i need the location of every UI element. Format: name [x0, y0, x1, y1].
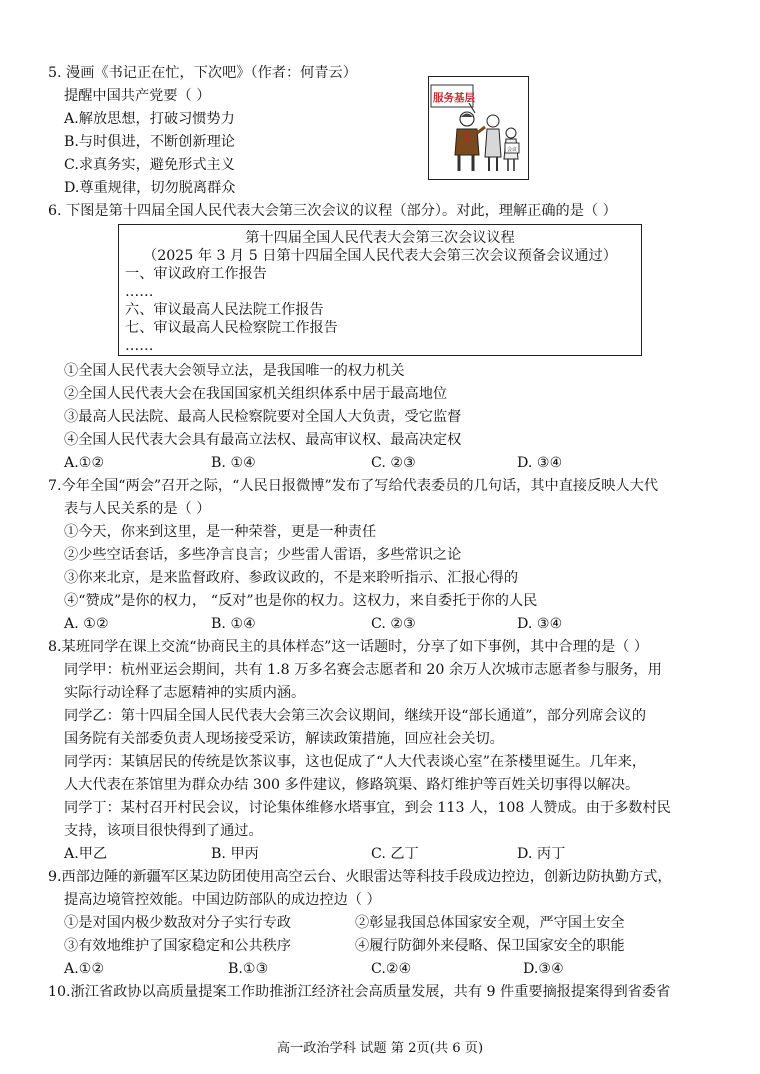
agenda-subtitle: （2025 年 3 月 5 日第十四届全国人民代表大会第三次会议预备会议通过）	[143, 248, 617, 264]
q8-option-a: A.甲乙	[64, 846, 108, 862]
q8-option-c: C. 乙丁	[371, 846, 419, 862]
q7-stem-line-1: 7.今年全国“两会”召开之际，“人民日报微博”发布了写给代表委员的几句话，其中直接反映人大代	[48, 478, 659, 494]
q9-option-a: A.①②	[64, 961, 105, 977]
q8-student-c-line-1: 同学丙：某镇居民的传统是饮茶议事，这也促成了“人大代表谈心室”在茶楼里诞生。几年来，	[64, 754, 647, 770]
q7-statement-3: ③你来北京，是来监督政府、参政议政的，不是来聆听指示、汇报心得的	[64, 570, 519, 586]
q7-option-a: A. ①②	[64, 616, 109, 632]
q7-statement-4: ④“赞成”是你的权力， “反对”也是你的权力。这权力，来自委托于你的人民	[64, 593, 538, 609]
q9-option-b: B.①③	[228, 961, 269, 977]
q8-option-b: B. 甲丙	[211, 846, 259, 862]
q7-options	[0, 614, 760, 634]
q6-option-d: D. ③④	[517, 455, 563, 471]
q5-stem: 5. 漫画《书记正在忙，下次吧》（作者：何青云）	[48, 65, 357, 81]
q9-statement-4: ④履行防御外来侵略、保卫国家安全的职能	[355, 938, 625, 954]
cartoon-folder-text: 会议	[507, 147, 518, 153]
q8-student-c-line-2: 人大代表在茶馆里为群众办结 300 多件建议，修路筑渠、路灯维护等百姓关切事得以解决。	[64, 777, 640, 793]
q8-student-d-line-1: 同学丁：某村召开村民会议，讨论集体维修水塔事宜，到会 113 人，108 人赞成。由于多数村民	[64, 800, 671, 816]
q6-option-b: B. ①④	[211, 455, 256, 471]
q6-statement-2: ②全国人民代表大会在我国国家机关组织体系中居于最高地位	[64, 386, 448, 402]
q8-option-d: D. 丙丁	[517, 846, 566, 862]
q9-statement-1: ①是对国内极少数敌对分子实行专政	[64, 915, 292, 931]
agenda-item-6: 六、审议最高人民法院工作报告	[125, 302, 324, 318]
q8-student-a-line-2: 实际行动诠释了志愿精神的实质内涵。	[64, 685, 306, 701]
q5-option-b: B.与时俱进，不断创新理论	[64, 134, 235, 150]
q6-statement-3: ③最高人民法院、最高人民检察院要对全国人大负责，受它监督	[64, 409, 462, 425]
q8-student-b-line-2: 国务院有关部委负责人现场接受采访，解读政策措施，回应社会关切。	[64, 731, 504, 747]
agenda-item-1: 一、审议政府工作报告	[125, 266, 267, 282]
q9-stem-line-1: 9.西部边陲的新疆军区某边防团使用高空云台、火眼雷达等科技手段成边控边，创新边防执勤方式，	[48, 869, 672, 885]
q7-option-d: D. ③④	[517, 616, 563, 632]
cartoon-sign-text: 服务基层	[433, 92, 475, 104]
q6-stem: 6. 下图是第十四届全国人民代表大会第三次会议的议程（部分）。对此，理解正确的是（ ）	[48, 203, 617, 219]
q10-stem-line-1: 10.浙江省政协以高质量提案工作助推浙江经济社会高质量发展，共有 9 件重要摘报提案得到省委省	[48, 984, 671, 1000]
q7-option-c: C. ②③	[371, 616, 416, 632]
q8-stem: 8.某班同学在课上交流“协商民主的具体样态”这一话题时，分享了如下事例，其中合理的是（ ）	[48, 639, 649, 655]
q7-option-b: B. ①④	[211, 616, 256, 632]
q5-option-a: A.解放思想，打破习惯势力	[64, 111, 235, 127]
q7-statement-2: ②少些空话套话，多些净言良言；少些雷人雷语，多些常识之论	[64, 547, 462, 563]
q9-option-d: D.③④	[523, 961, 564, 977]
q5-option-c: C.求真务实，避免形式主义	[64, 157, 235, 173]
page-footer: 高一政治学科 试题 第 2页(共 6 页)	[276, 1041, 484, 1056]
q6-options	[0, 453, 760, 473]
q7-statement-1: ①今天，你来到这里，是一种荣誉，更是一种责任	[64, 524, 377, 540]
q7-stem-line-2: 表与人民关系的是（ ）	[64, 501, 211, 517]
agenda-item-7: 七、审议最高人民检察院工作报告	[125, 320, 338, 336]
q9-options	[0, 959, 760, 979]
q5-option-d: D.尊重规律，切勿脱离群众	[64, 180, 236, 196]
q9-statement-3: ③有效地维护了国家稳定和公共秩序	[64, 938, 292, 954]
q9-option-c: C.②④	[371, 961, 412, 977]
q8-student-a-line-1: 同学甲：杭州亚运会期间，共有 1.8 万多名赛会志愿者和 20 余万人次城市志愿者参与服务，用	[64, 662, 662, 678]
q9-statement-2: ②彰显我国总体国家安全观，严守国土安全	[355, 915, 625, 931]
q8-student-b-line-1: 同学乙：第十四届全国人民代表大会第三次会议期间，继续开设“部长通道”，部分列席会议的	[64, 708, 647, 724]
agenda-title: 第十四届全国人民代表大会第三次会议议程	[245, 230, 515, 246]
q8-student-d-line-2: 支持，该项目很快得到了通过。	[64, 823, 263, 839]
q5-prompt: 提醒中国共产党要（ ）	[64, 88, 211, 104]
cartoon-illustration-icon	[428, 76, 529, 180]
agenda-box	[118, 224, 642, 356]
q9-stem-line-2: 提高边境管控效能。中国边防部队的成边控边（ ）	[64, 892, 381, 908]
agenda-ellipsis-1: ……	[125, 284, 154, 300]
agenda-ellipsis-2: ……	[125, 338, 154, 354]
q6-option-c: C. ②③	[371, 455, 416, 471]
q6-option-a: A.①②	[64, 455, 105, 471]
q8-options	[0, 844, 760, 864]
q6-statement-4: ④全国人民代表大会具有最高立法权、最高审议权、最高决定权	[64, 432, 462, 448]
q6-statement-1: ①全国人民代表大会领导立法，是我国唯一的权力机关	[64, 363, 405, 379]
